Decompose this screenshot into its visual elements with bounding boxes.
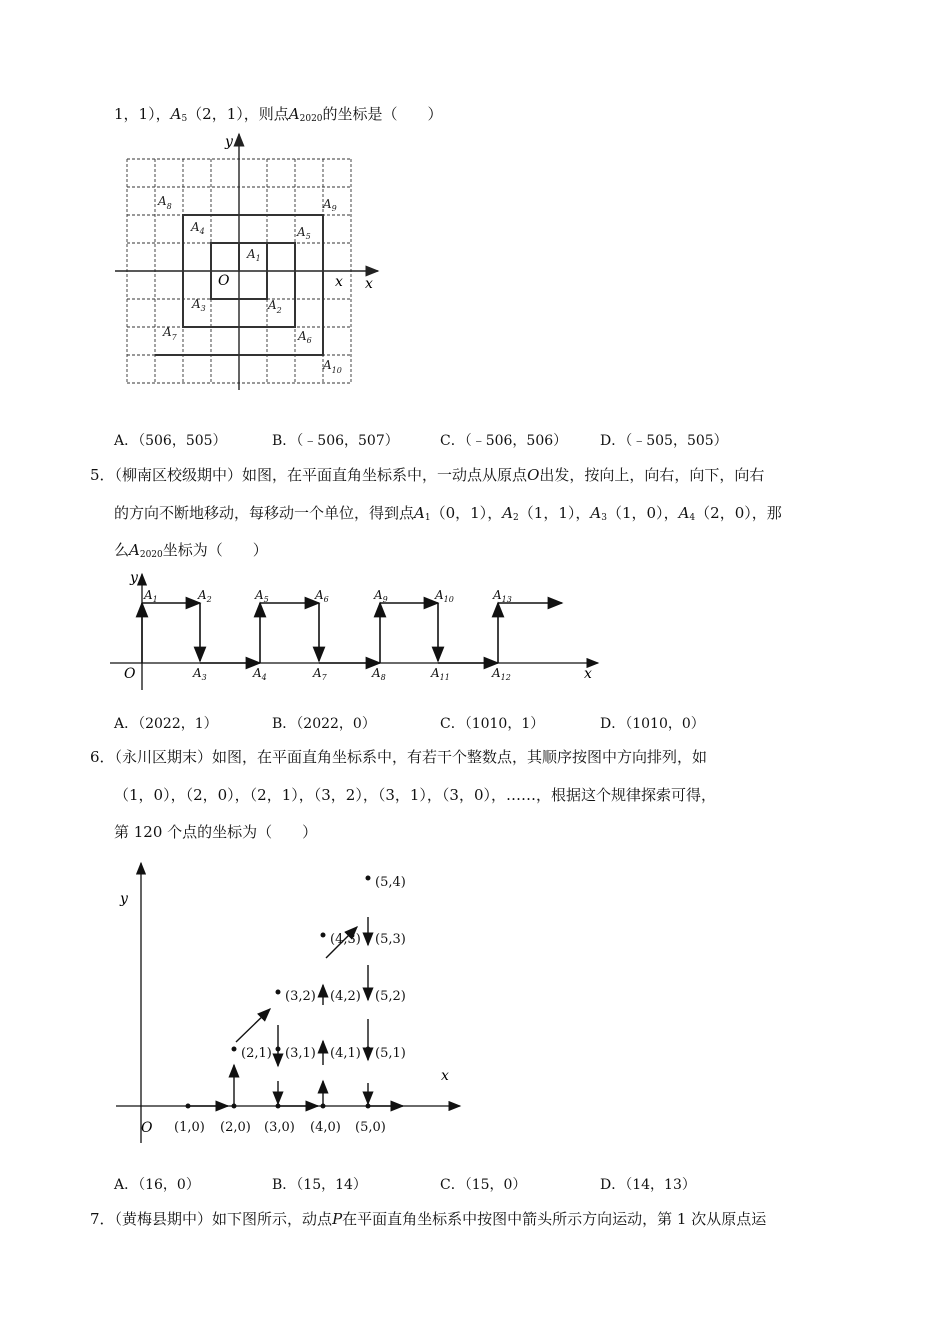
- origin-label: O: [141, 1120, 153, 1136]
- q5-option-d[interactable]: D．（1010，0）: [600, 716, 705, 732]
- q5-line-3: 么$A_{2020}$坐标为（ ）: [114, 541, 268, 560]
- point-label-3-0: (3,0): [264, 1120, 295, 1135]
- x-axis-label-2: x: [365, 276, 373, 292]
- y-axis-label: y: [120, 891, 128, 907]
- point-label-4-1: (4,1): [330, 1046, 361, 1061]
- point-label-5-3: (5,3): [375, 932, 406, 947]
- path-arrows: [142, 603, 562, 663]
- q4-option-b[interactable]: B．（﹣506，507）: [272, 433, 399, 449]
- q6-line-1: 6．（永川区期末）如图，在平面直角坐标系中，有若干个整数点，其顺序按图中方向排列，如: [90, 748, 708, 766]
- order-arrows: [188, 917, 403, 1106]
- label-a7: $A_7$: [163, 325, 177, 342]
- point-label-5-2: (5,2): [375, 989, 406, 1004]
- point-label-3-2: (3,2): [285, 989, 316, 1004]
- point-label-5-1: (5,1): [375, 1046, 406, 1061]
- label-a4: $A_4$: [253, 666, 267, 682]
- label-a8: $A_8$: [372, 666, 386, 682]
- point-label-2-0: (2,0): [220, 1120, 251, 1135]
- point-label-4-0: (4,0): [310, 1120, 341, 1135]
- q4-option-d[interactable]: D．（﹣505，505）: [600, 433, 728, 449]
- point-label-4-3: (4,3): [330, 932, 361, 947]
- label-a10: $A_{10}$: [323, 358, 342, 375]
- q6-line-3: 第 120 个点的坐标为（ ）: [114, 823, 318, 841]
- q5-option-a[interactable]: A．（2022，1）: [114, 716, 218, 732]
- q6-option-b[interactable]: B．（15，14）: [272, 1177, 367, 1193]
- label-a9: $A_9$: [374, 588, 388, 604]
- q5-option-c[interactable]: C．（1010，1）: [440, 716, 545, 732]
- label-a4: $A_4$: [191, 220, 205, 236]
- label-a6: $A_6$: [298, 329, 312, 345]
- label-a2: $A_2$: [268, 298, 282, 315]
- figure-integer-points: [110, 855, 470, 1147]
- point-label-3-1: (3,1): [285, 1046, 316, 1061]
- label-a11: $A_{11}$: [431, 666, 450, 682]
- q6-option-c[interactable]: C．（15，0）: [440, 1177, 527, 1193]
- point-label-2-1: (2,1): [241, 1046, 272, 1061]
- label-a8: $A_8$: [158, 194, 172, 211]
- point-label-5-0: (5,0): [355, 1120, 386, 1135]
- question-4-tail: 1，1），$A_5(2$，1），则点$A_{2020}$的坐标是（ ）: [114, 105, 443, 124]
- q4-option-a[interactable]: A．（506，505）: [114, 433, 227, 449]
- label-a3: $A_3$: [192, 297, 206, 313]
- y-axis-label: y: [225, 134, 233, 150]
- label-a3: $A_3$: [193, 666, 207, 682]
- origin-label: O: [124, 666, 136, 682]
- q6-option-a[interactable]: A．（16，0）: [114, 1177, 200, 1193]
- label-a1: $A_1$: [144, 588, 158, 604]
- point-label-1-0: (1,0): [174, 1120, 205, 1135]
- x-axis-label: x: [584, 666, 592, 682]
- label-a1: $A_1$: [247, 247, 261, 263]
- label-a10: $A_{10}$: [435, 588, 454, 604]
- origin-label: O: [218, 273, 230, 289]
- label-a12: $A_{12}$: [492, 666, 511, 682]
- q6-line-2: （1，0），（2，0），（2，1），（3，2），（3，1），（3，0），……，根据这个规律探索可得，: [114, 786, 717, 804]
- y-axis-label: y: [130, 570, 138, 586]
- label-a5: $A_5$: [255, 588, 269, 604]
- label-a5: $A_5$: [297, 225, 311, 241]
- figure-zigzag-path: [110, 566, 610, 690]
- q4-option-c[interactable]: C．（﹣506，506）: [440, 433, 568, 449]
- label-a2: $A_2$: [198, 588, 212, 604]
- figure-spiral-grid: [110, 128, 400, 390]
- point-label-4-2: (4,2): [330, 989, 361, 1004]
- label-a6: $A_6$: [315, 588, 329, 604]
- q7-line-1: 7．（黄梅县期中）如下图所示，动点P在平面直角坐标系中按图中箭头所示方向运动，第 1 次从原点运: [90, 1210, 767, 1228]
- q5-line-2: 的方向不断地移动，每移动一个单位，得到点$A_1(0$，1），$A_2(1$，1），$A_3(1$，0），$A_4(2$，0），那: [114, 504, 782, 523]
- label-a13: $A_{13}$: [493, 588, 512, 604]
- q5-line-1: 5．（柳南区校级期中）如图，在平面直角坐标系中，一动点从原点O出发，按向上，向右，向下，向右: [90, 466, 765, 484]
- label-a9: $A_9$: [323, 197, 337, 213]
- point-label-5-4: (5,4): [375, 875, 406, 890]
- label-a7: $A_7$: [313, 666, 327, 682]
- q5-option-b[interactable]: B．（2022，0）: [272, 716, 376, 732]
- x-axis-label: x: [441, 1068, 449, 1084]
- q6-option-d[interactable]: D．（14，13）: [600, 1177, 696, 1193]
- x-axis-label: x: [335, 274, 343, 290]
